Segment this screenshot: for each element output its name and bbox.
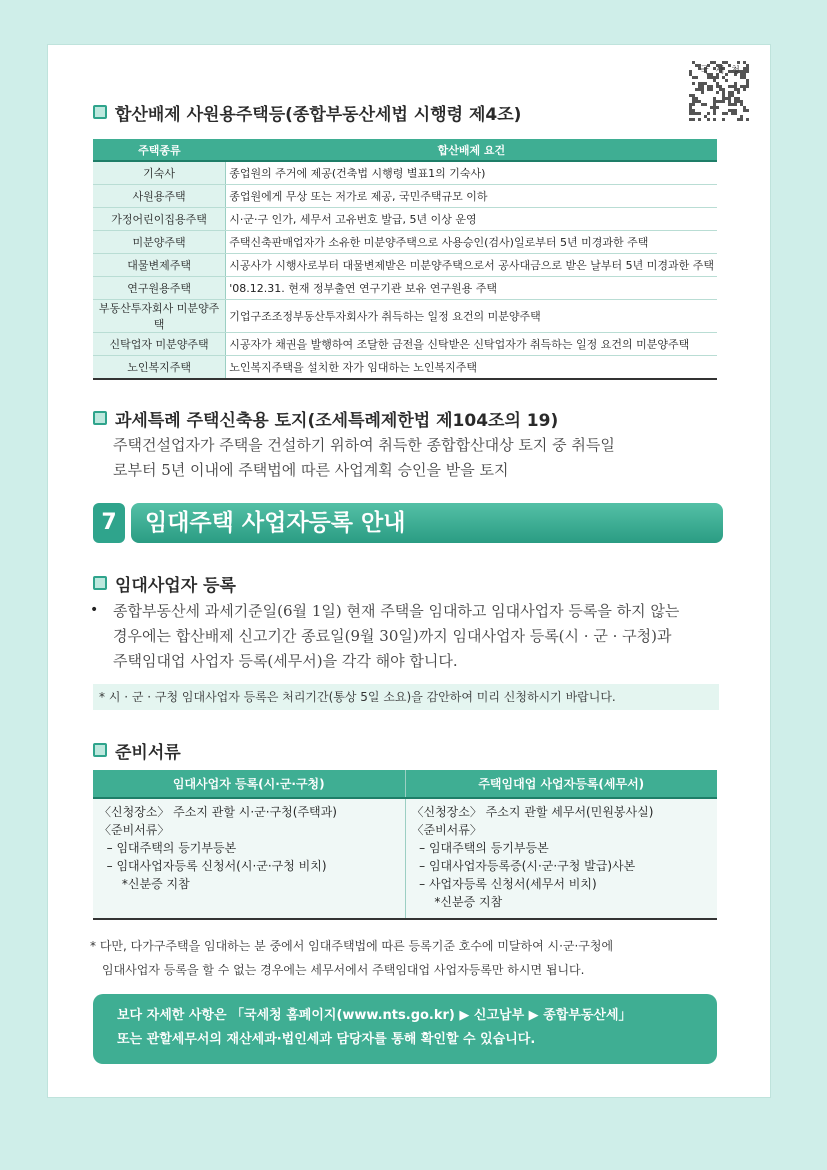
requirement-cell: 시공자가 채권을 발행하여 조달한 금전을 신탁받은 신탁업자가 취득하는 일정 요건의 미분양주택 bbox=[226, 333, 717, 356]
chapter-number: 7 bbox=[93, 503, 125, 543]
document-line: – 임대사업자등록증(시·군·구청 발급)사본 bbox=[411, 859, 636, 873]
qr-label: 국 세 청 bbox=[700, 66, 742, 76]
document-line: 〈신청장소〉 주소지 관할 세무서(민원봉사실) bbox=[411, 805, 654, 819]
house-type-cell: 노인복지주택 bbox=[93, 356, 226, 380]
requirement-cell: 기업구조조정부동산투자회사가 취득하는 일정 요건의 미분양주택 bbox=[226, 300, 717, 333]
footnote-line: 임대사업자 등록을 할 수 없는 경우에는 세무서에서 주택임대업 사업자등록만 하시면 됩니다. bbox=[102, 963, 585, 977]
paragraph-line: 로부터 5년 이내에 주택법에 따른 사업계획 승인을 받을 토지 bbox=[113, 461, 509, 479]
square-bullet-icon bbox=[93, 411, 107, 425]
table-row bbox=[93, 333, 717, 356]
section-title: 준비서류 bbox=[115, 743, 181, 763]
house-type-cell: 미분양주택 bbox=[93, 231, 226, 254]
table-row bbox=[93, 208, 717, 231]
exclusion-table bbox=[93, 139, 717, 380]
document-line: – 임대주택의 등기부등본 bbox=[99, 841, 237, 855]
registration-note: * 시 · 군 · 구청 임대사업자 등록은 처리기간(통상 5일 소요)을 감안하여 미리 신청하시기 바랍니다. bbox=[93, 684, 719, 710]
documents-left-cell bbox=[93, 798, 405, 919]
table-row bbox=[93, 161, 717, 185]
table-row bbox=[93, 254, 717, 277]
square-bullet-icon bbox=[93, 576, 107, 590]
paragraph-line: 경우에는 합산배제 신고기간 종료일(9월 30일)까지 임대사업자 등록(시 · 군 · 구청)과 bbox=[113, 627, 672, 645]
requirement-cell: 노인복지주택을 설치한 자가 임대하는 노인복지주택 bbox=[226, 356, 717, 380]
paragraph-line: 주택임대업 사업자 등록(세무서)을 각각 해야 합니다. bbox=[113, 652, 458, 670]
documents-right-cell bbox=[405, 798, 717, 919]
house-type-cell: 대물변제주택 bbox=[93, 254, 226, 277]
house-type-cell: 사원용주택 bbox=[93, 185, 226, 208]
house-type-cell: 기숙사 bbox=[93, 161, 226, 185]
section-title: 합산배제 사원용주택등(종합부동산세법 시행령 제4조) bbox=[115, 105, 522, 125]
document-line: 〈준비서류〉 bbox=[99, 823, 170, 837]
house-type-cell: 부동산투자회사 미분양주택 bbox=[93, 300, 226, 333]
table-header: 주택종류 bbox=[93, 139, 226, 161]
info-box bbox=[93, 994, 717, 1064]
document-line: *신분증 지참 bbox=[99, 877, 190, 891]
square-bullet-icon bbox=[93, 743, 107, 757]
info-line: 보다 자세한 사항은 「국세청 홈페이지(www.nts.go.kr) ▶ 신고납부 ▶ 종합부동산세」 bbox=[117, 1008, 632, 1023]
table-row bbox=[93, 356, 717, 380]
table-row bbox=[93, 231, 717, 254]
section-heading-documents bbox=[93, 738, 181, 763]
requirement-cell: 시공사가 시행사로부터 대물변제받은 미분양주택으로서 공사대금으로 받은 날부터 5년 미경과한 주택 bbox=[226, 254, 717, 277]
house-type-cell: 신탁업자 미분양주택 bbox=[93, 333, 226, 356]
chapter-title: 임대주택 사업자등록 안내 bbox=[131, 503, 723, 543]
section-heading-registration bbox=[93, 571, 236, 596]
document-line: 〈신청장소〉 주소지 관할 시·군·구청(주택과) bbox=[99, 805, 337, 819]
table-row bbox=[93, 185, 717, 208]
table-header: 합산배제 요건 bbox=[226, 139, 717, 161]
documents-table bbox=[93, 770, 717, 920]
table-row bbox=[93, 300, 717, 333]
document-line: – 임대주택의 등기부등본 bbox=[411, 841, 549, 855]
document-line: – 사업자등록 신청서(세무서 비치) bbox=[411, 877, 597, 891]
footnote-line: * 다만, 다가구주택을 임대하는 분 중에서 임대주택법에 따른 등록기준 호수에 미달하여 시·군·구청에 bbox=[90, 939, 614, 953]
square-bullet-icon bbox=[93, 105, 107, 119]
document-line: – 임대사업자등록 신청서(시·군·구청 비치) bbox=[99, 859, 327, 873]
chapter-banner bbox=[93, 503, 723, 543]
paragraph-line: 주택건설업자가 주택을 건설하기 위하여 취득한 종합합산대상 토지 중 취득일 bbox=[113, 436, 615, 454]
requirement-cell: 종업원에게 무상 또는 저가로 제공, 국민주택규모 이하 bbox=[226, 185, 717, 208]
table-row bbox=[93, 277, 717, 300]
section-title: 과세특례 주택신축용 토지(조세특례제한법 제104조의 19) bbox=[115, 411, 559, 431]
section-title: 임대사업자 등록 bbox=[115, 576, 236, 596]
paragraph-line: 종합부동산세 과세기준일(6월 1일) 현재 주택을 임대하고 임대사업자 등록을 하지 않는 bbox=[113, 602, 680, 620]
table-header: 주택임대업 사업자등록(세무서) bbox=[405, 770, 717, 798]
bullet-dot: • bbox=[90, 602, 99, 618]
requirement-cell: 종업원의 주거에 제공(건축법 시행령 별표1의 기숙사) bbox=[226, 161, 717, 185]
document-line: 〈준비서류〉 bbox=[411, 823, 482, 837]
info-line: 또는 관할세무서의 재산세과·법인세과 담당자를 통해 확인할 수 있습니다. bbox=[117, 1032, 536, 1047]
requirement-cell: 주택신축판매업자가 소유한 미분양주택으로 사용승인(검사)일로부터 5년 미경과한 주택 bbox=[226, 231, 717, 254]
requirement-cell: 시·군·구 인가, 세무서 고유번호 발급, 5년 이상 운영 bbox=[226, 208, 717, 231]
requirement-cell: '08.12.31. 현재 정부출연 연구기관 보유 연구원용 주택 bbox=[226, 277, 717, 300]
section-heading-special-land bbox=[93, 406, 558, 431]
section-heading-exclusion bbox=[93, 100, 521, 125]
house-type-cell: 가정어린이집용주택 bbox=[93, 208, 226, 231]
document-line: *신분증 지참 bbox=[411, 895, 503, 909]
footnote bbox=[90, 934, 613, 982]
table-header: 임대사업자 등록(시·군·구청) bbox=[93, 770, 405, 798]
house-type-cell: 연구원용주택 bbox=[93, 277, 226, 300]
